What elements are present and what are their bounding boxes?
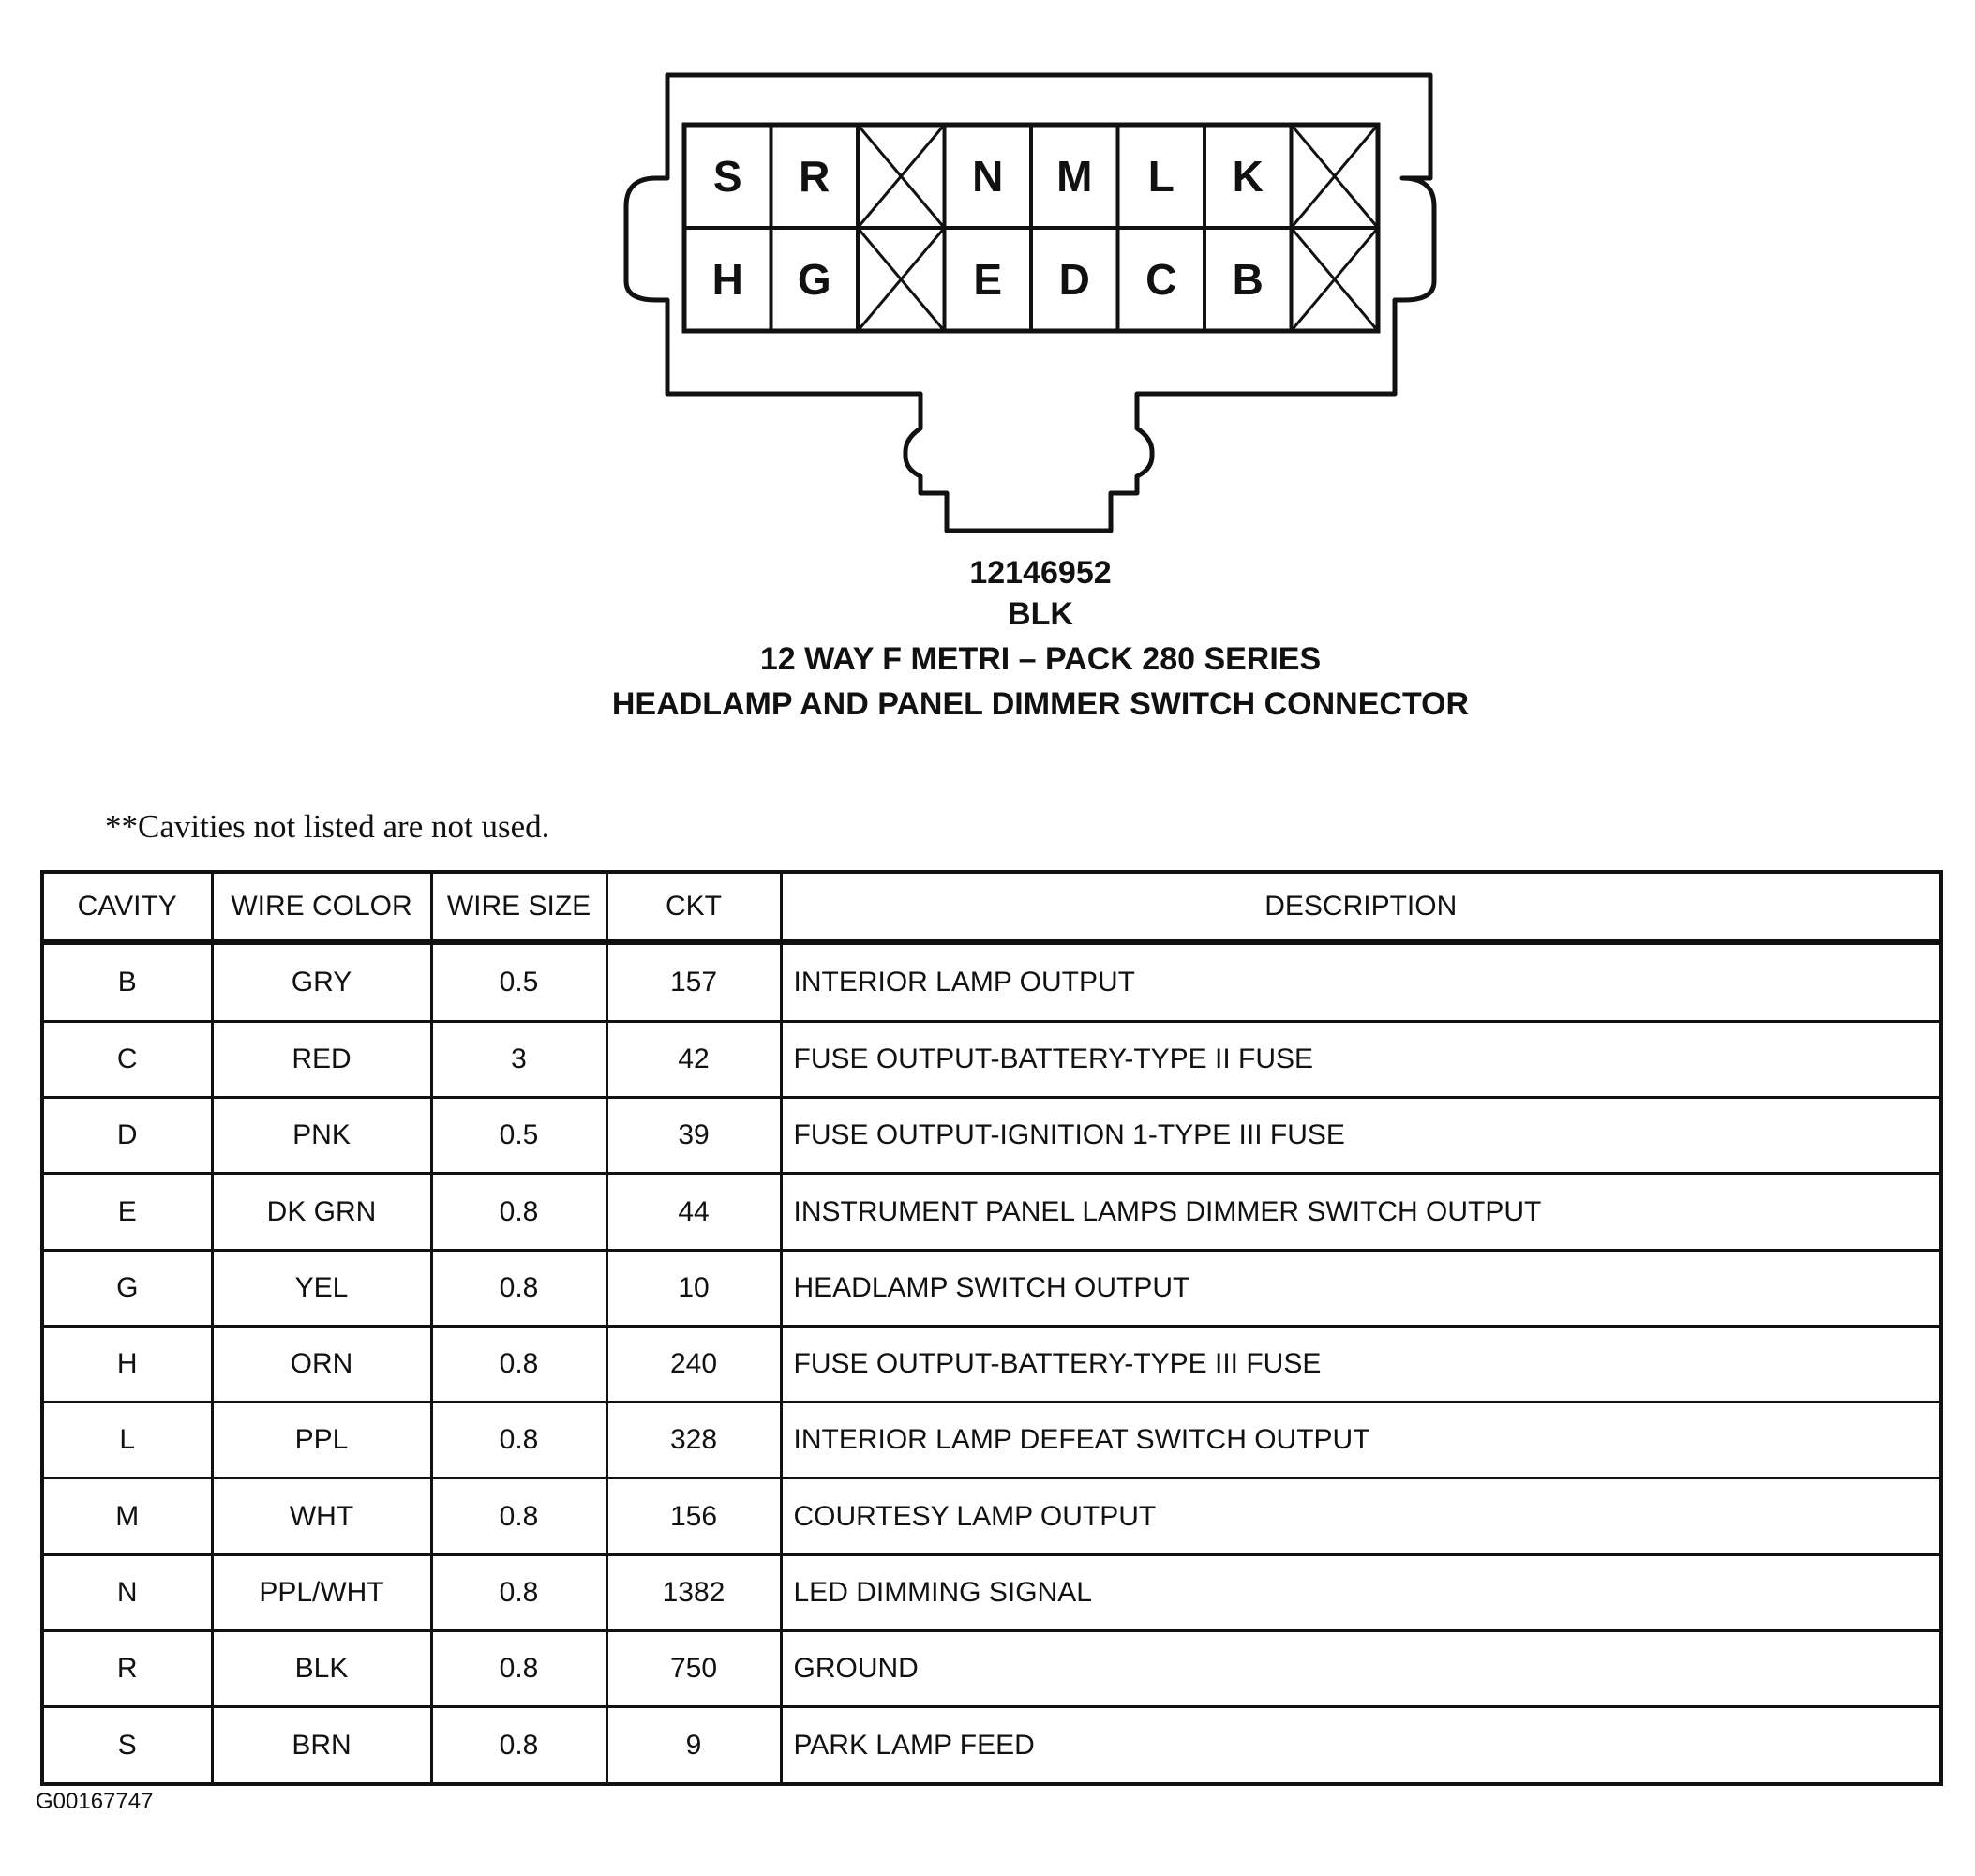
cell-wire-size: 0.8 xyxy=(431,1403,606,1478)
table-row xyxy=(42,1707,1941,1784)
cell-cavity: G xyxy=(42,1250,212,1326)
cell-ckt: 44 xyxy=(606,1174,781,1250)
cavity-label: L xyxy=(1147,152,1175,201)
cell-wire-size: 0.5 xyxy=(431,942,606,1022)
cavity-label: D xyxy=(1058,255,1090,304)
cell-ckt: 156 xyxy=(606,1478,781,1554)
header-ckt: CKT xyxy=(606,872,781,942)
cell-wire-size: 0.8 xyxy=(431,1250,606,1326)
cavity-label: S xyxy=(712,152,742,201)
connector-name: HEADLAMP AND PANEL DIMMER SWITCH CONNECTOR xyxy=(611,686,1470,722)
table-row xyxy=(42,1326,1941,1402)
cell-wire-size: 0.8 xyxy=(431,1630,606,1706)
cavity-label: H xyxy=(711,255,743,304)
cell-wire-color: PNK xyxy=(212,1098,431,1174)
cell-ckt: 39 xyxy=(606,1098,781,1174)
cell-ckt: 157 xyxy=(606,942,781,1022)
cell-wire-color: WHT xyxy=(212,1478,431,1554)
cell-ckt: 9 xyxy=(606,1707,781,1784)
header-cavity: CAVITY xyxy=(42,872,212,942)
cell-wire-color: BLK xyxy=(212,1630,431,1706)
cell-cavity: D xyxy=(42,1098,212,1174)
cell-wire-color: YEL xyxy=(212,1250,431,1326)
cell-wire-color: BRN xyxy=(212,1707,431,1784)
table-row xyxy=(42,1478,1941,1554)
cell-wire-color: GRY xyxy=(212,942,431,1022)
connector-part-number: 12146952 xyxy=(969,555,1112,591)
cavity-label: G xyxy=(797,255,831,304)
connector-color: BLK xyxy=(1008,596,1073,632)
cell-wire-size: 0.8 xyxy=(431,1326,606,1402)
cell-description: COURTESY LAMP OUTPUT xyxy=(781,1478,1941,1554)
connector-diagram xyxy=(0,0,1975,750)
cell-description: GROUND xyxy=(781,1630,1941,1706)
cavity-label: R xyxy=(799,152,830,201)
cell-description: LED DIMMING SIGNAL xyxy=(781,1554,1941,1630)
cavity-label: N xyxy=(972,152,1004,201)
cell-description: PARK LAMP FEED xyxy=(781,1707,1941,1784)
cell-ckt: 240 xyxy=(606,1326,781,1402)
cell-description: FUSE OUTPUT-IGNITION 1-TYPE III FUSE xyxy=(781,1098,1941,1174)
header-wire-size: WIRE SIZE xyxy=(431,872,606,942)
pinout-table xyxy=(40,870,1943,1786)
cell-cavity: N xyxy=(42,1554,212,1630)
cell-cavity: B xyxy=(42,942,212,1022)
header-wire-color: WIRE COLOR xyxy=(212,872,431,942)
cavity-label: M xyxy=(1056,152,1093,201)
cell-description: INTERIOR LAMP OUTPUT xyxy=(781,942,1941,1022)
cell-description: INSTRUMENT PANEL LAMPS DIMMER SWITCH OUTPUT xyxy=(781,1174,1941,1250)
cell-wire-size: 0.5 xyxy=(431,1098,606,1174)
cavity-label: E xyxy=(973,255,1003,304)
unused-cavities-note: **Cavities not listed are not used. xyxy=(105,808,550,845)
cell-wire-color: PPL/WHT xyxy=(212,1554,431,1630)
cell-wire-size: 0.8 xyxy=(431,1707,606,1784)
cell-wire-color: ORN xyxy=(212,1326,431,1402)
figure-id: G00167747 xyxy=(36,1789,154,1814)
cell-ckt: 42 xyxy=(606,1022,781,1098)
cell-description: FUSE OUTPUT-BATTERY-TYPE II FUSE xyxy=(781,1022,1941,1098)
cell-cavity: L xyxy=(42,1403,212,1478)
table-row xyxy=(42,1250,1941,1326)
cell-wire-size: 3 xyxy=(431,1022,606,1098)
cell-wire-color: DK GRN xyxy=(212,1174,431,1250)
table-row xyxy=(42,1098,1941,1174)
cell-ckt: 750 xyxy=(606,1630,781,1706)
cell-cavity: R xyxy=(42,1630,212,1706)
cell-description: FUSE OUTPUT-BATTERY-TYPE III FUSE xyxy=(781,1326,1941,1402)
cavity-label: B xyxy=(1232,255,1264,304)
cell-wire-size: 0.8 xyxy=(431,1554,606,1630)
cavity-label: K xyxy=(1232,152,1264,201)
cell-description: HEADLAMP SWITCH OUTPUT xyxy=(781,1250,1941,1326)
table-row xyxy=(42,1554,1941,1630)
table-row xyxy=(42,1630,1941,1706)
cell-ckt: 328 xyxy=(606,1403,781,1478)
cell-ckt: 10 xyxy=(606,1250,781,1326)
cell-wire-size: 0.8 xyxy=(431,1478,606,1554)
table-row xyxy=(42,942,1941,1022)
connector-series: 12 WAY F METRI – PACK 280 SERIES xyxy=(759,641,1322,677)
cell-cavity: M xyxy=(42,1478,212,1554)
table-row xyxy=(42,1403,1941,1478)
cell-description: INTERIOR LAMP DEFEAT SWITCH OUTPUT xyxy=(781,1403,1941,1478)
table-header-row xyxy=(42,872,1941,942)
cell-ckt: 1382 xyxy=(606,1554,781,1630)
cell-wire-color: RED xyxy=(212,1022,431,1098)
cell-wire-color: PPL xyxy=(212,1403,431,1478)
cell-cavity: C xyxy=(42,1022,212,1098)
cell-cavity: H xyxy=(42,1326,212,1402)
cavity-grid xyxy=(684,125,1378,331)
table-row xyxy=(42,1022,1941,1098)
header-description: DESCRIPTION xyxy=(781,872,1941,942)
table-row xyxy=(42,1174,1941,1250)
cavity-label: C xyxy=(1145,255,1177,304)
cell-cavity: S xyxy=(42,1707,212,1784)
cell-cavity: E xyxy=(42,1174,212,1250)
cell-wire-size: 0.8 xyxy=(431,1174,606,1250)
